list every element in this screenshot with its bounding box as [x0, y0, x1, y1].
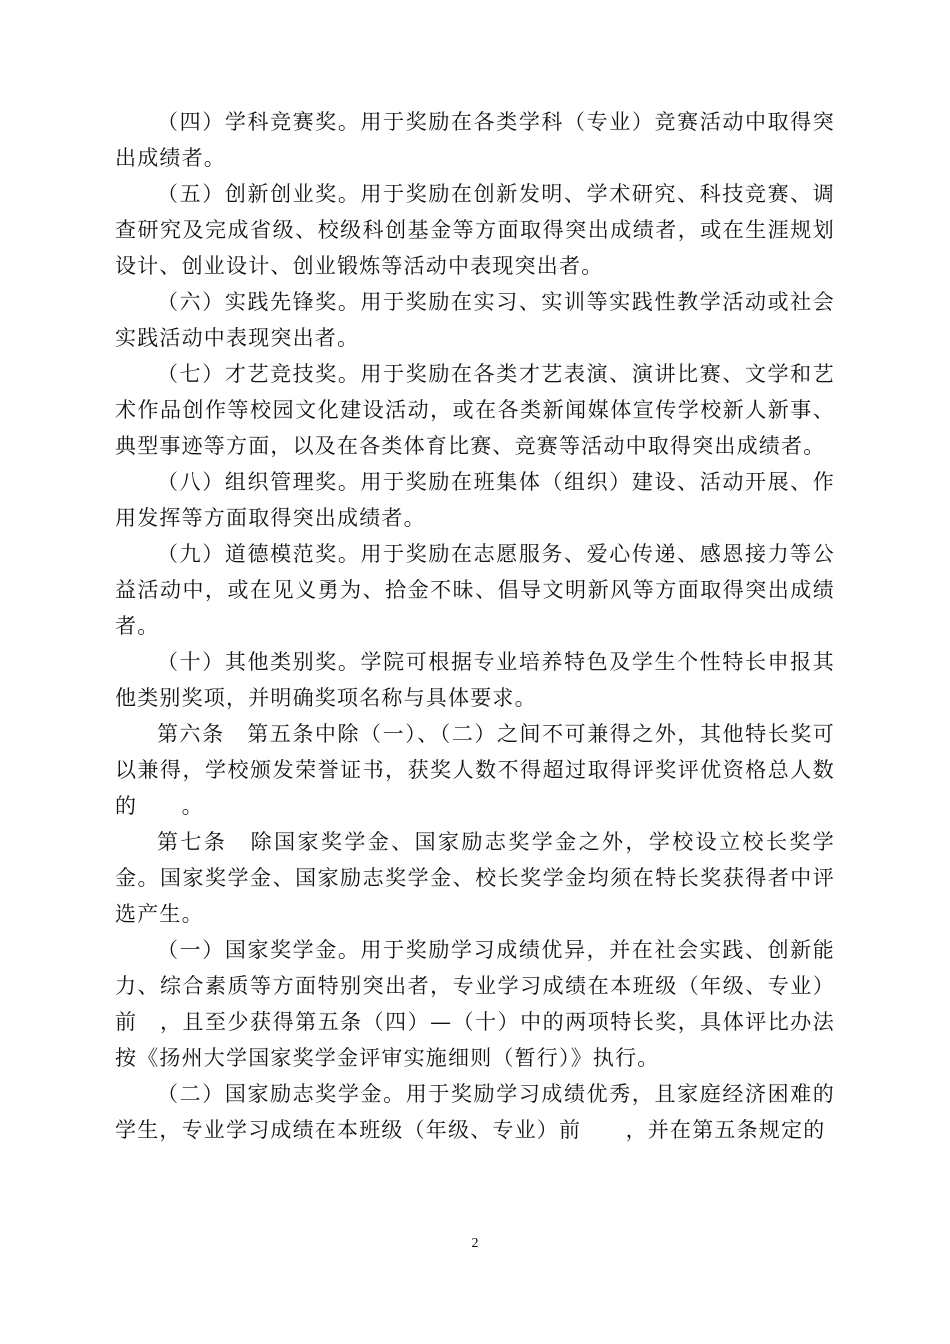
paragraph-academic-competition-award: （四）学科竞赛奖。用于奖励在各类学科（专业）竞赛活动中取得突出成绩者。: [115, 110, 835, 170]
paragraph-article-seven: 第七条 除国家奖学金、国家励志奖学金之外，学校设立校长奖学金。国家奖学金、国家励志奖学金、校长奖学金均须在特长奖获得者中评选产生。: [115, 830, 835, 926]
paragraph-organization-award: （八）组织管理奖。用于奖励在班集体（组织）建设、活动开展、作用发挥等方面取得突出成绩者。: [115, 470, 835, 530]
paragraph-talent-award: （七）才艺竞技奖。用于奖励在各类才艺表演、演讲比赛、文学和艺术作品创作等校园文化建设活动，或在各类新闻媒体宣传学校新人新事、典型事迹等方面，以及在各类体育比赛、竞赛等活动中取得突出成绩者。: [115, 362, 835, 458]
page-number: 2: [471, 1236, 479, 1251]
paragraph-national-encouragement-scholarship: （二）国家励志奖学金。用于奖励学习成绩优秀，且家庭经济困难的学生，专业学习成绩在本班级（年级、专业）前 ，并在第五条规定的: [115, 1082, 835, 1142]
document-body: [115, 104, 835, 1148]
paragraph-innovation-award: （五）创新创业奖。用于奖励在创新发明、学术研究、科技竞赛、调查研究及完成省级、校级科创基金等方面取得突出成绩者，或在生涯规划设计、创业设计、创业锻炼等活动中表现突出者。: [115, 182, 835, 278]
paragraph-national-scholarship: （一）国家奖学金。用于奖励学习成绩优异，并在社会实践、创新能力、综合素质等方面特别突出者，专业学习成绩在本班级（年级、专业）前 ，且至少获得第五条（四）—（十）中的两项特长奖，具体评比办法按《扬州大学国家奖学金评审实施细则（暂行）》执行。: [115, 938, 835, 1070]
paragraph-moral-model-award: （九）道德模范奖。用于奖励在志愿服务、爱心传递、感恩接力等公益活动中，或在见义勇为、拾金不昧、倡导文明新风等方面取得突出成绩者。: [115, 542, 835, 638]
paragraph-other-award: （十）其他类别奖。学院可根据专业培养特色及学生个性特长申报其他类别奖项，并明确奖项名称与具体要求。: [115, 650, 835, 710]
paragraph-practice-pioneer-award: （六）实践先锋奖。用于奖励在实习、实训等实践性教学活动或社会实践活动中表现突出者。: [115, 290, 835, 350]
paragraph-article-six: 第六条 第五条中除（一）、（二）之间不可兼得之外，其他特长奖可以兼得，学校颁发荣誉证书，获奖人数不得超过取得评奖评优资格总人数的 。: [115, 722, 835, 818]
